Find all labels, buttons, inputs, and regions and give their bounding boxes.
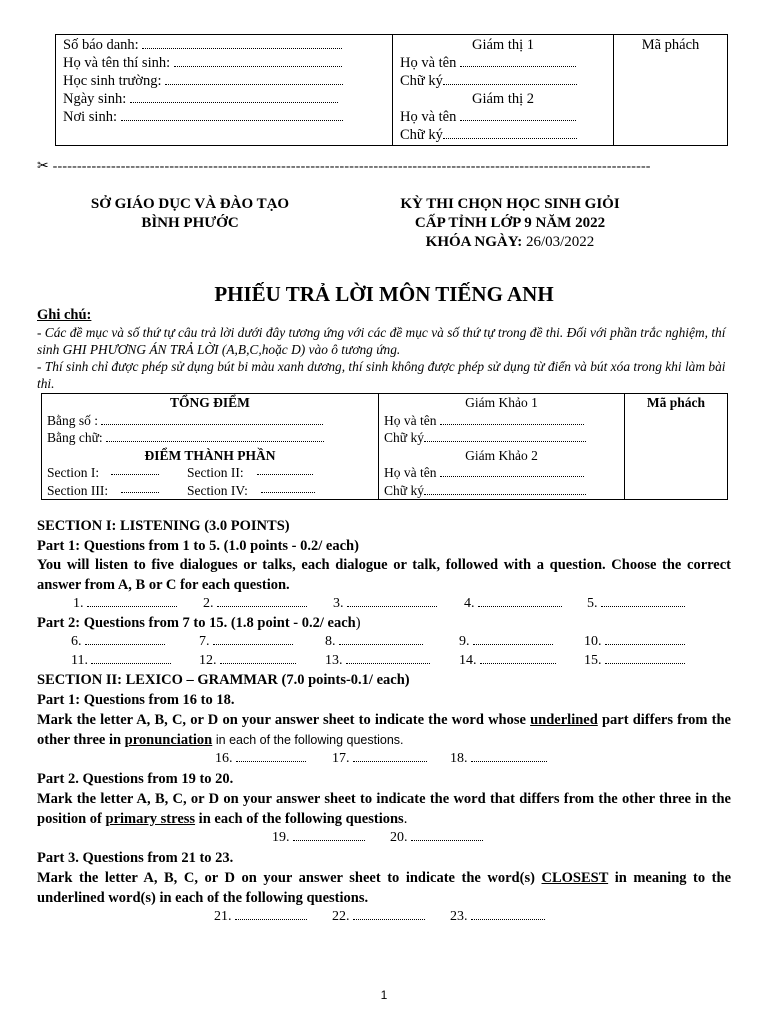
s2-p3-text-b: in meaning to the underlined word(s) in each of the following questions. [37,870,732,906]
answer-field-10[interactable] [605,634,685,645]
question-number: 20. [390,830,408,845]
note-block [37,307,730,392]
question-number: 18. [450,751,468,766]
hoc-sinh-truong-field[interactable] [165,74,343,85]
gk2-chu-ky-label: Chữ ký [384,482,424,498]
department-block [55,195,325,233]
ho-ten-thi-sinh-label: Họ và tên thí sinh: [63,55,171,71]
question-number: 8. [325,634,336,649]
department-name: SỞ GIÁO DỤC VÀ ĐÀO TẠO [90,196,290,212]
hoc-sinh-truong-label: Học sinh trường: [63,73,162,89]
score-ma-phach-label: Mã phách [646,395,706,410]
giam-thi-2-label: Giám thị 2 [471,91,535,107]
question-number: 17. [332,751,350,766]
province-name: BÌNH PHƯỚC [141,215,239,231]
diem-thanh-phan-label: ĐIỂM THÀNH PHẦN [144,447,276,463]
so-bao-danh-label: Số báo danh: [63,37,139,53]
so-bao-danh-field[interactable] [142,38,342,49]
section-1-label: Section I: [47,465,100,480]
section-3-field[interactable] [121,482,159,493]
bang-so-label: Bằng số : [47,412,99,428]
question-number: 15. [584,653,602,668]
s2-p1-text-c: in each of the following questions. [215,733,404,747]
bang-chu-field[interactable] [106,431,324,442]
ma-phach-label: Mã phách [641,37,700,53]
s2-p2-underlined: primary stress [105,811,196,827]
page-title: PHIẾU TRẢ LỜI MÔN TIẾNG ANH [214,282,554,306]
section-2-label: Section II: [187,465,244,480]
gk1-ho-ten-field[interactable] [440,414,584,425]
answer-field-7[interactable] [213,634,293,645]
gk2-ho-ten-field[interactable] [440,466,584,477]
ho-ten-thi-sinh-field[interactable] [174,56,342,67]
answer-field-20[interactable] [411,830,483,841]
s1-part-2-title-text: Part 2: Questions from 7 to 15. (1.8 point - 0.2/ each [37,615,356,631]
answer-field-23[interactable] [471,909,545,920]
answer-field-22[interactable] [353,909,425,920]
s1-part-2-answers-row-1 [0,632,768,651]
s2-part-2-answers [0,828,768,847]
gt2-ho-ten-field[interactable] [460,110,576,121]
tong-diem-label: TỔNG ĐIỂM [170,395,250,410]
s2-p2-text-b: in each of the following questions [198,811,404,827]
section-1-title: SECTION I: LISTENING (3.0 POINTS) [37,518,290,534]
question-number: 3. [333,596,344,611]
exam-info-block [350,195,670,252]
section-2-title: SECTION II: LEXICO – GRAMMAR (7.0 points-0.1/ each) [37,672,410,688]
answer-field-14[interactable] [480,653,556,664]
question-number: 11. [71,653,88,668]
question-number: 13. [325,653,343,668]
question-number: 6. [71,634,82,649]
gt1-ho-ten-label: Họ và tên [400,55,457,71]
answer-field-17[interactable] [353,751,427,762]
question-number: 21. [214,909,232,924]
question-number: 19. [272,830,290,845]
note-line-1: - Các đề mục và số thứ tự câu trả lời dưới đây tương ứng với các đề mục và số thứ tự trong đề thi. Đối với phần trắc nghiệm, thí sinh GHI PHƯƠNG ÁN TRẢ LỜI (A,B,C,hoặc D) vào ô tương ứng. [37,325,726,357]
question-number: 1. [73,596,84,611]
s2-p3-underlined: CLOSEST [541,870,609,886]
section-4-field[interactable] [261,482,315,493]
ngay-sinh-field[interactable] [130,92,338,103]
proctor-cell [393,35,614,146]
giam-khao-1-label: Giám Khảo 1 [465,395,538,410]
s2-part-2-instructions [37,789,731,829]
page-number: 1 [380,988,388,1002]
note-heading: Ghi chú: [37,307,92,323]
answer-field-13[interactable] [346,653,430,664]
s2-p2-dot: . [403,811,408,827]
answer-field-12[interactable] [220,653,296,664]
answer-field-5[interactable] [601,596,685,607]
section-4-label: Section IV: [187,482,248,498]
question-number: 9. [459,634,470,649]
section-3-label: Section III: [47,482,109,498]
s2-p3-text-a: Mark the letter A, B, C, or D on your answer sheet to indicate the word(s) [37,870,535,886]
answer-field-2[interactable] [217,596,307,607]
s1-part-2-answers-row-2 [0,651,768,670]
answer-field-8[interactable] [339,634,423,645]
answer-field-9[interactable] [473,634,553,645]
ngay-sinh-label: Ngày sinh: [63,91,127,107]
examiner-cell [379,394,625,500]
question-number: 4. [464,596,475,611]
candidate-info-table [55,34,728,146]
gt1-chu-ky-label: Chữ ký [400,73,443,89]
answer-field-21[interactable] [235,909,307,920]
answer-field-11[interactable] [91,653,171,664]
gt1-ho-ten-field[interactable] [460,56,576,67]
gt2-chu-ky-label: Chữ ký [400,127,443,143]
s2-part-2-title: Part 2. Questions from 19 to 20. [37,771,234,787]
question-number: 10. [584,634,602,649]
s2-p1-text-a: Mark the letter A, B, C, or D on your answer sheet to indicate the word whose [37,712,526,728]
exam-name: KỲ THI CHỌN HỌC SINH GIỎI [400,196,620,212]
exam-date: 26/03/2022 [525,234,595,250]
s2-part-3-title: Part 3. Questions from 21 to 23. [37,850,234,866]
s2-p2-text-a: Mark the letter A, B, C, or D on your answer sheet to indicate the word that differs from the other three in the position of [37,791,731,827]
question-number: 14. [459,653,477,668]
s2-part-3-answers [0,907,768,926]
gt2-chu-ky-field[interactable] [443,128,577,139]
question-number: 23. [450,909,468,924]
answer-field-18[interactable] [471,751,547,762]
gk2-ho-ten-label: Họ và tên [384,465,437,480]
score-cell [42,394,379,500]
note-line-2: - Thí sinh chỉ được phép sử dụng bút bi màu xanh dương, thí sinh không được phép sử dụng từ điển và bút xóa trong khi làm bài thi. [37,359,726,391]
gk1-chu-ky-label: Chữ ký [384,430,424,445]
answer-field-16[interactable] [236,751,306,762]
answer-field-6[interactable] [85,634,165,645]
answer-field-19[interactable] [293,830,365,841]
section-1-field[interactable] [111,464,159,475]
s2-part-3-instructions [37,868,731,908]
s1-part-1-title: Part 1: Questions from 1 to 5. (1.0 points - 0.2/ each) [37,538,359,554]
question-number: 22. [332,909,350,924]
noi-sinh-label: Nơi sinh: [63,109,117,125]
exam-level: CẤP TỈNH LỚP 9 NĂM 2022 [414,215,606,231]
score-ma-phach-cell [625,394,728,500]
s1-part-2-title [37,613,731,633]
s2-part-1-answers [0,749,768,768]
cut-line: ✂ --------------------------------------------------------------------------------------------------------------------------- [37,159,651,174]
question-number: 5. [587,596,598,611]
answer-field-15[interactable] [605,653,685,664]
s2-p1-text-b: part differs from the other three in [37,712,731,748]
ma-phach-cell [614,35,728,146]
s1-part-2-title-paren: ) [355,615,361,631]
s2-part-1-title: Part 1: Questions from 16 to 18. [37,692,235,708]
question-number: 7. [199,634,210,649]
gk1-chu-ky-field[interactable] [424,431,586,442]
question-number: 12. [199,653,217,668]
answer-field-1[interactable] [87,596,177,607]
s2-p1-underlined-1: underlined [530,712,598,728]
s1-part-1-answers [0,594,768,613]
question-number: 16. [215,751,233,766]
gt2-ho-ten-label: Họ và tên [400,109,457,125]
gt1-chu-ky-field[interactable] [443,74,577,85]
s1-part-1-instructions: You will listen to five dialogues or talks, each dialogue or talk, followed with a question. Choose the correct answer from A, B or C for each question. [37,557,731,593]
bang-chu-label: Bằng chữ: [47,430,103,445]
score-table [41,393,728,500]
answer-field-3[interactable] [347,596,437,607]
giam-thi-1-label: Giám thị 1 [471,37,535,53]
exam-date-label: KHÓA NGÀY: [425,234,523,250]
answer-field-4[interactable] [478,596,562,607]
s2-part-1-instructions [37,710,731,750]
gk1-ho-ten-label: Họ và tên [384,412,437,428]
bang-so-field[interactable] [101,414,323,425]
candidate-info-cell [56,35,393,146]
s2-p1-underlined-2: pronunciation [124,732,213,748]
giam-khao-2-label: Giám Khảo 2 [465,447,538,463]
gk2-chu-ky-field[interactable] [424,484,586,495]
section-2-field[interactable] [257,464,313,475]
question-number: 2. [203,596,214,611]
noi-sinh-field[interactable] [121,110,343,121]
